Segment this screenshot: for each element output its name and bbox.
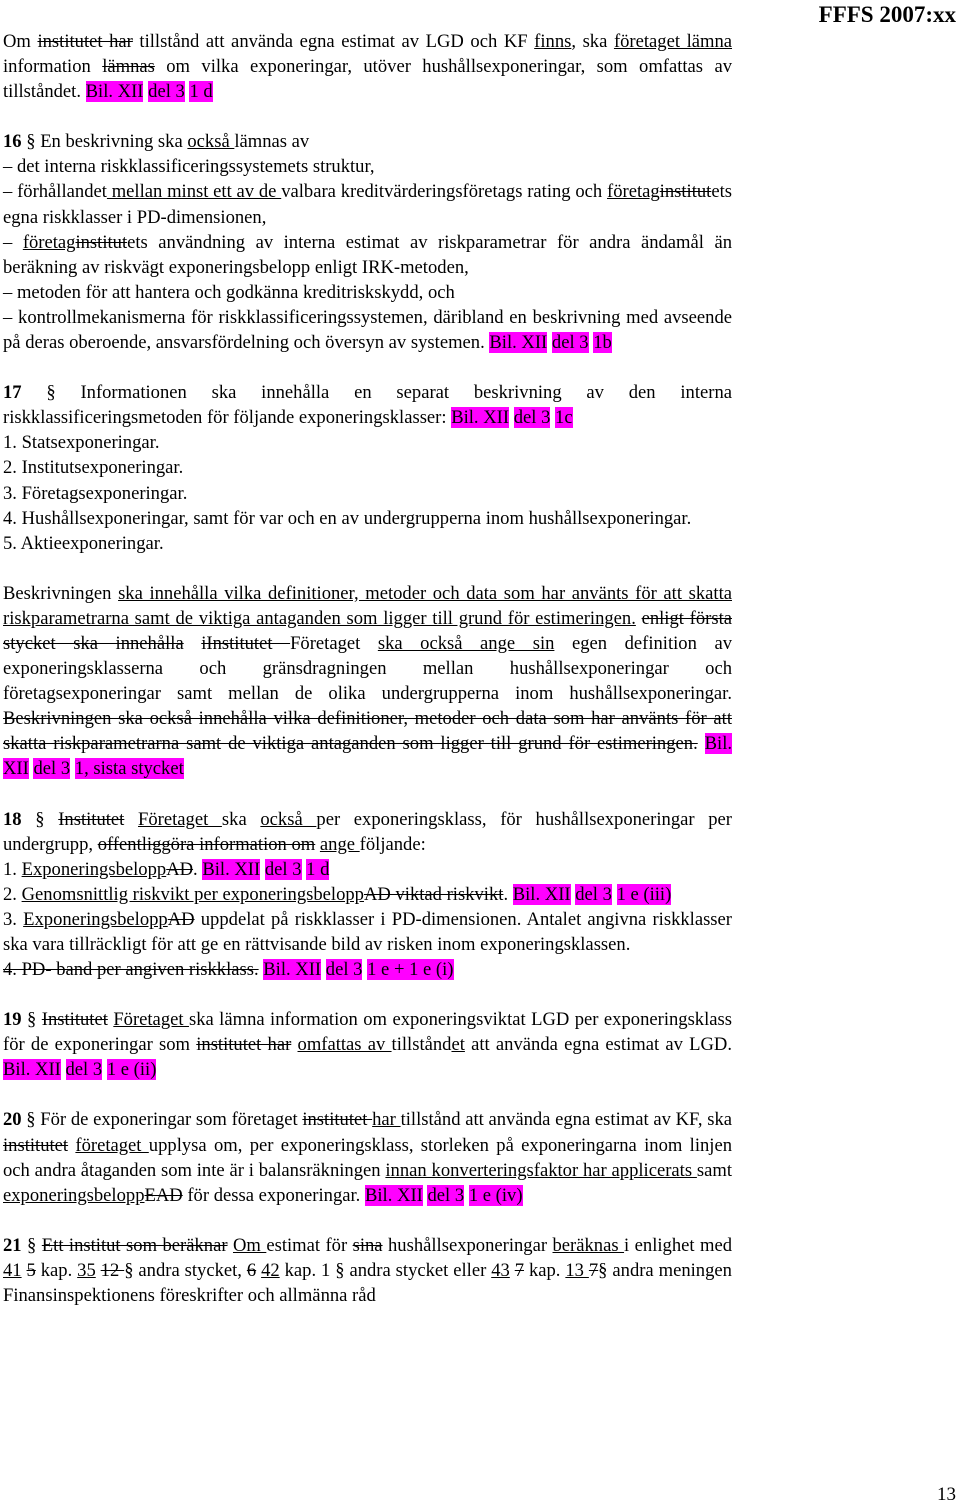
annex-reference: 1 e (iv) (468, 1184, 523, 1206)
text-run: § Informationen ska innehålla en separat beskrivning av den interna riskklassificeringsmetoden för följande exponeringsklasser: (3, 382, 732, 429)
annex-reference: 1 d (306, 858, 330, 880)
deleted-text: AD viktad riskvikt (363, 883, 504, 905)
text-run: – förhållandet (3, 181, 107, 203)
deleted-text: 4. PD- band per angiven riskklass. (3, 959, 259, 981)
annex-reference: del 3 (575, 883, 612, 905)
text-run: . (193, 858, 203, 880)
inserted-text: finns (534, 31, 572, 52)
text-line (3, 280, 732, 305)
text-run: tillstånd att använda egna estimat av LGD och KF (132, 31, 535, 52)
deleted-text: lämnas (102, 56, 155, 78)
annex-reference: Bil. XII (3, 1059, 61, 1081)
inserted-text: 35 (77, 1259, 96, 1281)
text-line (3, 154, 732, 179)
annex-reference: 1, sista stycket (74, 758, 184, 780)
text-run: ska lämna information om exponeringsviktat LGD per exponeringsklass för de exponeringar som (3, 1009, 732, 1056)
text-run: – det interna riskklassificeringssystemets struktur, (3, 156, 375, 178)
inserted-text: företag (22, 231, 76, 253)
deleted-text: Ett institut som beräknar (41, 1234, 228, 1256)
paragraph-gap (3, 1208, 732, 1233)
text-run: egen definition av exponeringsklasserna och gränsdragningen mellan hushållsexponeringar och företagsexponeringar samt mellan de olika undergrupperna inom hushållsexponeringar. (3, 632, 732, 705)
text-line (3, 230, 732, 280)
section-19 (3, 1007, 732, 1082)
paragraph-gap (3, 104, 732, 129)
text-run: 3. Företagsexponeringar. (3, 482, 188, 504)
text-line (3, 957, 732, 982)
text-run: per exponeringsklass, för hushållsexponeringar per undergrupp, (3, 808, 732, 855)
text-line (3, 430, 732, 455)
text-line (3, 807, 732, 857)
text-run: ska (221, 808, 261, 830)
text-run (612, 884, 617, 905)
annex-reference: Bil. XII (512, 883, 571, 905)
text-run: – (3, 231, 23, 253)
inserted-text: Exponeringsbelopp (23, 908, 168, 930)
paragraph-gap (3, 355, 732, 380)
section-20 (3, 1107, 732, 1207)
inserted-text: också (187, 131, 235, 153)
text-run (61, 1059, 66, 1080)
annex-reference: 1b (593, 332, 612, 354)
deleted-text: 6 (246, 1259, 257, 1281)
section-16 (3, 129, 732, 355)
inserted-text: Företaget (113, 1009, 189, 1031)
annex-reference: 1c (555, 407, 573, 429)
text-run: § andra meningen Finansinspektionens föreskrifter och allmänna råd (3, 1259, 732, 1307)
deleted-text: Institutet (58, 808, 125, 830)
text-run: § (21, 1009, 42, 1031)
text-run: i enlighet med (624, 1234, 732, 1256)
inserted-text: ska innehålla vilka definitioner, metoder och data som har använts för att skatta riskparametrarna samt de viktiga antaganden som ligger till grund för estimeringen. (3, 582, 732, 629)
text-run: om vilka exponeringar, utöver hushållsexponeringar, som omfattas av tillståndet. (3, 56, 732, 103)
text-run: tillstånd att använda egna estimat av KF, ska (400, 1109, 733, 1131)
deleted-text: AD (166, 858, 194, 880)
text-run: kap. (35, 1259, 78, 1281)
text-run: 1. Statsexponeringar. (3, 432, 160, 454)
text-run: följande: (359, 833, 426, 855)
annex-reference: Bil. XII (202, 858, 261, 880)
text-run: – metoden för att hantera och godkänna kreditriskskydd, och (3, 281, 455, 303)
inserted-text: ange (319, 833, 360, 855)
text-run (124, 809, 138, 830)
inserted-text: beräknas (552, 1234, 625, 1256)
annex-reference: Bil. XII (489, 332, 548, 354)
deleted-text: enligt första stycket ska innehålla (3, 607, 732, 654)
text-run: 4. Hushållsexponeringar, samt för var och en av undergrupperna inom hushållsexponeringar. (3, 507, 692, 529)
annex-reference: del 3 (264, 858, 302, 880)
section-18 (3, 807, 732, 983)
text-run: samt (696, 1159, 733, 1181)
inserted-text: 43 (491, 1259, 510, 1281)
text-run: hushållsexponeringar (382, 1234, 553, 1256)
section-17 (3, 380, 732, 556)
inserted-text: innan konverteringsfaktor har applicerats (385, 1159, 697, 1181)
inserted-text: företaget (75, 1134, 149, 1156)
paragraph-gap (3, 1082, 732, 1107)
text-run: valbara kreditvärderingsföretags rating och (281, 181, 608, 203)
paragraph-description (3, 581, 732, 782)
text-run: ets användning av interna estimat av riskparametrar för andra ändamål än beräkning av riskvägt exponeringsbelopp enligt IRK-metoden, (3, 231, 732, 278)
inserted-text: et (451, 1034, 465, 1056)
paragraph-gap (3, 782, 732, 807)
page-number: 13 (937, 1484, 956, 1505)
text-run: Om (3, 31, 38, 52)
annex-reference: 1 e (iii) (616, 883, 672, 905)
annex-reference: Bil. XII (85, 81, 144, 103)
text-run: kap. 1 § andra stycket eller (279, 1259, 492, 1281)
deleted-text: sina (352, 1234, 383, 1256)
deleted-text: EAD (144, 1184, 183, 1206)
annex-reference: del 3 (65, 1059, 103, 1081)
document-body (3, 29, 732, 1308)
text-run: § andra stycket, (124, 1259, 247, 1281)
text-run: upplysa om, per exponeringsklass, storleken på exponeringarna inom linjen och andra åtaganden som inte är i balansräkningen (3, 1134, 732, 1181)
deleted-text: AD (167, 908, 195, 930)
deleted-text: offentliggöra information om (97, 833, 316, 855)
text-run: att använda egna estimat av LGD. (464, 1034, 732, 1056)
annex-reference: 1 e (ii) (106, 1059, 157, 1081)
paragraph-gap (3, 982, 732, 1007)
paragraph-intro (3, 29, 732, 104)
text-run: estimat för (266, 1234, 353, 1256)
text-run: – kontrollmekanismerna för riskklassificeringssystemen, däribland en beskrivning med avseende på deras oberoende, ansvarsfördelning och översyn av systemen. (3, 306, 732, 354)
deleted-text: 7 (514, 1259, 525, 1281)
text-run: ets egna riskklasser i PD-dimensionen, (3, 181, 732, 228)
document-code: FFFS 2007:xx (818, 2, 956, 27)
inserted-text: Företaget (138, 808, 222, 830)
text-run: tillstånd (391, 1034, 452, 1056)
deleted-text: iInstitutet (201, 632, 291, 654)
text-line (3, 907, 732, 957)
deleted-text: 7 (588, 1259, 599, 1281)
inserted-text: också (260, 808, 317, 830)
annex-reference: Bil. XII (3, 733, 733, 780)
text-run: information (3, 56, 103, 78)
text-run: 2. Institutsexponeringar. (3, 457, 184, 479)
deleted-text: Institutet (41, 1009, 108, 1031)
text-run: lämnas av (234, 131, 310, 153)
annex-reference: Bil. XII (451, 407, 510, 429)
deleted-text: institutet (3, 1134, 69, 1156)
text-line (3, 857, 732, 882)
text-run (184, 633, 202, 654)
inserted-text: företaget lämna (613, 31, 733, 52)
inserted-text: Exponeringsbelopp (21, 858, 167, 880)
inserted-text: exponeringsbelopp (3, 1184, 145, 1206)
annex-reference: del 3 (33, 758, 71, 780)
annex-reference: 1 d (189, 81, 213, 103)
text-run: 5. Aktieexponeringar. (3, 532, 164, 554)
paragraph-gap (3, 556, 732, 581)
text-line (3, 882, 732, 907)
deleted-text: Beskrivningen ska också innehålla vilka definitioner, metoder och data som har använts för att skatta riskparametrarna samt de viktiga antaganden som ligger till grund för estimeringen. (3, 708, 732, 755)
text-run: 20 (3, 1109, 22, 1131)
inserted-text: omfattas av (297, 1034, 392, 1056)
inserted-text: 41 (3, 1259, 22, 1281)
text-run: 17 (3, 382, 22, 404)
text-line (3, 455, 732, 480)
text-run: § En beskrivning ska (21, 131, 188, 153)
text-run: , ska (571, 31, 614, 52)
text-run: kap. (524, 1259, 566, 1281)
inserted-text: företag (607, 181, 660, 203)
inserted-text: Om (232, 1234, 267, 1256)
deleted-text: 5 (26, 1259, 36, 1281)
annex-reference: del 3 (325, 959, 363, 981)
text-run: 2. (3, 883, 22, 905)
text-line (3, 380, 732, 430)
inserted-text: har (372, 1109, 401, 1131)
text-line (3, 481, 732, 506)
text-run: Företaget (290, 632, 378, 654)
text-run: 1. (3, 858, 22, 880)
text-line (3, 531, 732, 556)
annex-reference: Bil. XII (364, 1184, 423, 1206)
text-run (698, 733, 705, 754)
deleted-text: institutet (302, 1109, 373, 1131)
inserted-text: 13 (565, 1259, 589, 1281)
inserted-text: ska också ange sin (377, 632, 555, 654)
section-21 (3, 1233, 732, 1308)
deleted-text: 12 (100, 1259, 125, 1281)
annex-reference: del 3 (427, 1184, 465, 1206)
annex-reference: Bil. XII (263, 959, 322, 981)
inserted-text: mellan minst ett av de (106, 181, 282, 203)
text-line (3, 506, 732, 531)
deleted-text: institutet har (196, 1034, 292, 1056)
deleted-text: institutet har (37, 31, 133, 52)
text-run: Beskrivningen (3, 582, 119, 604)
text-run: § För de exponeringar som företaget (21, 1109, 303, 1131)
text-run: 19 (3, 1009, 22, 1031)
deleted-text: institut (659, 181, 712, 203)
text-line (3, 179, 732, 229)
text-run: för dessa exponeringar. (182, 1184, 365, 1206)
inserted-text: 42 (261, 1259, 280, 1281)
annex-reference: 1 e + 1 e (i) (367, 959, 454, 981)
text-run (509, 407, 514, 428)
annex-reference: del 3 (513, 407, 551, 429)
text-run: 21 (3, 1234, 22, 1256)
text-line (3, 129, 732, 154)
deleted-text: institut (75, 231, 128, 253)
text-line (3, 305, 732, 355)
inserted-text: Genomsnittlig riskvikt per exponeringsbelopp (21, 883, 364, 905)
text-run: uppdelat på riskklasser i PD-dimensionen. Antalet angivna riskklasser ska vara tillräckligt för att ge en rättvisande bild av risken inom exponeringsklassen. (3, 908, 732, 955)
annex-reference: del 3 (148, 81, 185, 103)
text-run: . (503, 883, 513, 905)
annex-reference: del 3 (551, 332, 589, 354)
text-run: § (21, 1234, 42, 1256)
text-run: § (21, 808, 59, 830)
text-run: 3. (3, 908, 24, 930)
text-run: 16 (3, 131, 22, 153)
text-run: 18 (3, 808, 22, 830)
